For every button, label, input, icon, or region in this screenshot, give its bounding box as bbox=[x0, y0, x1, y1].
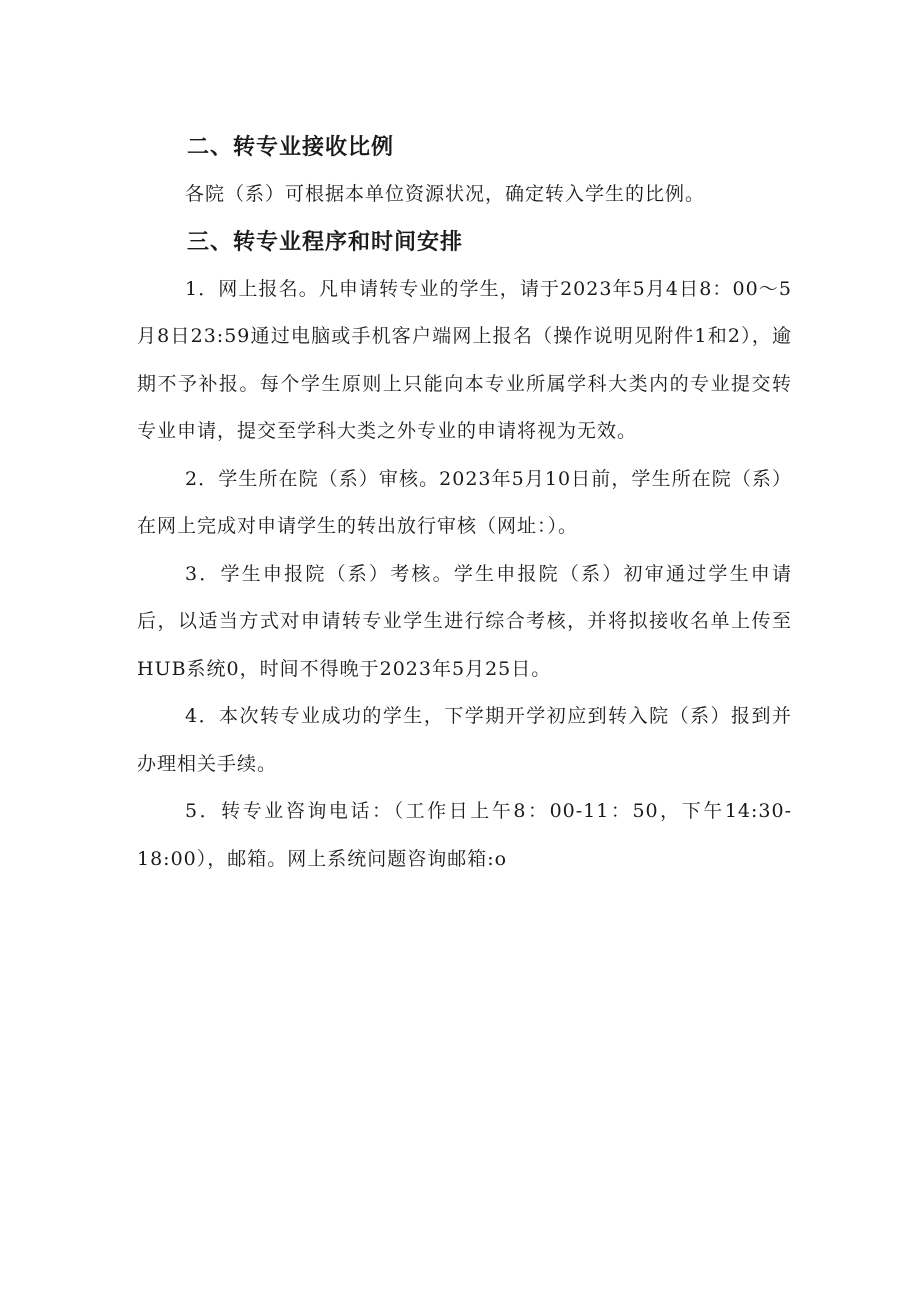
list-item-target-department-assessment: 3．学生申报院（系）考核。学生申报院（系）初审通过学生申请后，以适当方式对申请转专业学生进行综合考核，并将拟接收名单上传至HUB系统0，时间不得晚于2023年5月25日。 bbox=[137, 562, 792, 680]
list-item-registration-procedures: 4．本次转专业成功的学生，下学期开学初应到转入院（系）报到并办理相关手续。 bbox=[137, 705, 792, 775]
list-item-department-review: 2．学生所在院（系）审核。2023年5月10日前，学生所在院（系）在网上完成对申请学生的转出放行审核（网址：）。 bbox=[137, 467, 792, 537]
list-item-consultation-contact: 5．转专业咨询电话：（工作日上午8：00-11：50，下午14:30-18:00），邮箱。网上系统问题咨询邮箱:o bbox=[137, 800, 792, 870]
section-heading-transfer-ratio: 二、转专业接收比例 bbox=[187, 135, 395, 160]
list-item-online-registration: 1．网上报名。凡申请转专业的学生，请于2023年5月4日8：00～5月8日23:59通过电脑或手机客户端网上报名（操作说明见附件1和2），逾期不予补报。每个学生原则上只能向本专业所属学科大类内的专业提交转专业申请，提交至学科大类之外专业的申请将视为无效。 bbox=[137, 277, 792, 442]
section-heading-procedure-schedule: 三、转专业程序和时间安排 bbox=[187, 229, 464, 255]
paragraph-transfer-ratio: 各院（系）可根据本单位资源状况，确定转入学生的比例。 bbox=[185, 183, 706, 205]
document-body bbox=[137, 124, 792, 883]
